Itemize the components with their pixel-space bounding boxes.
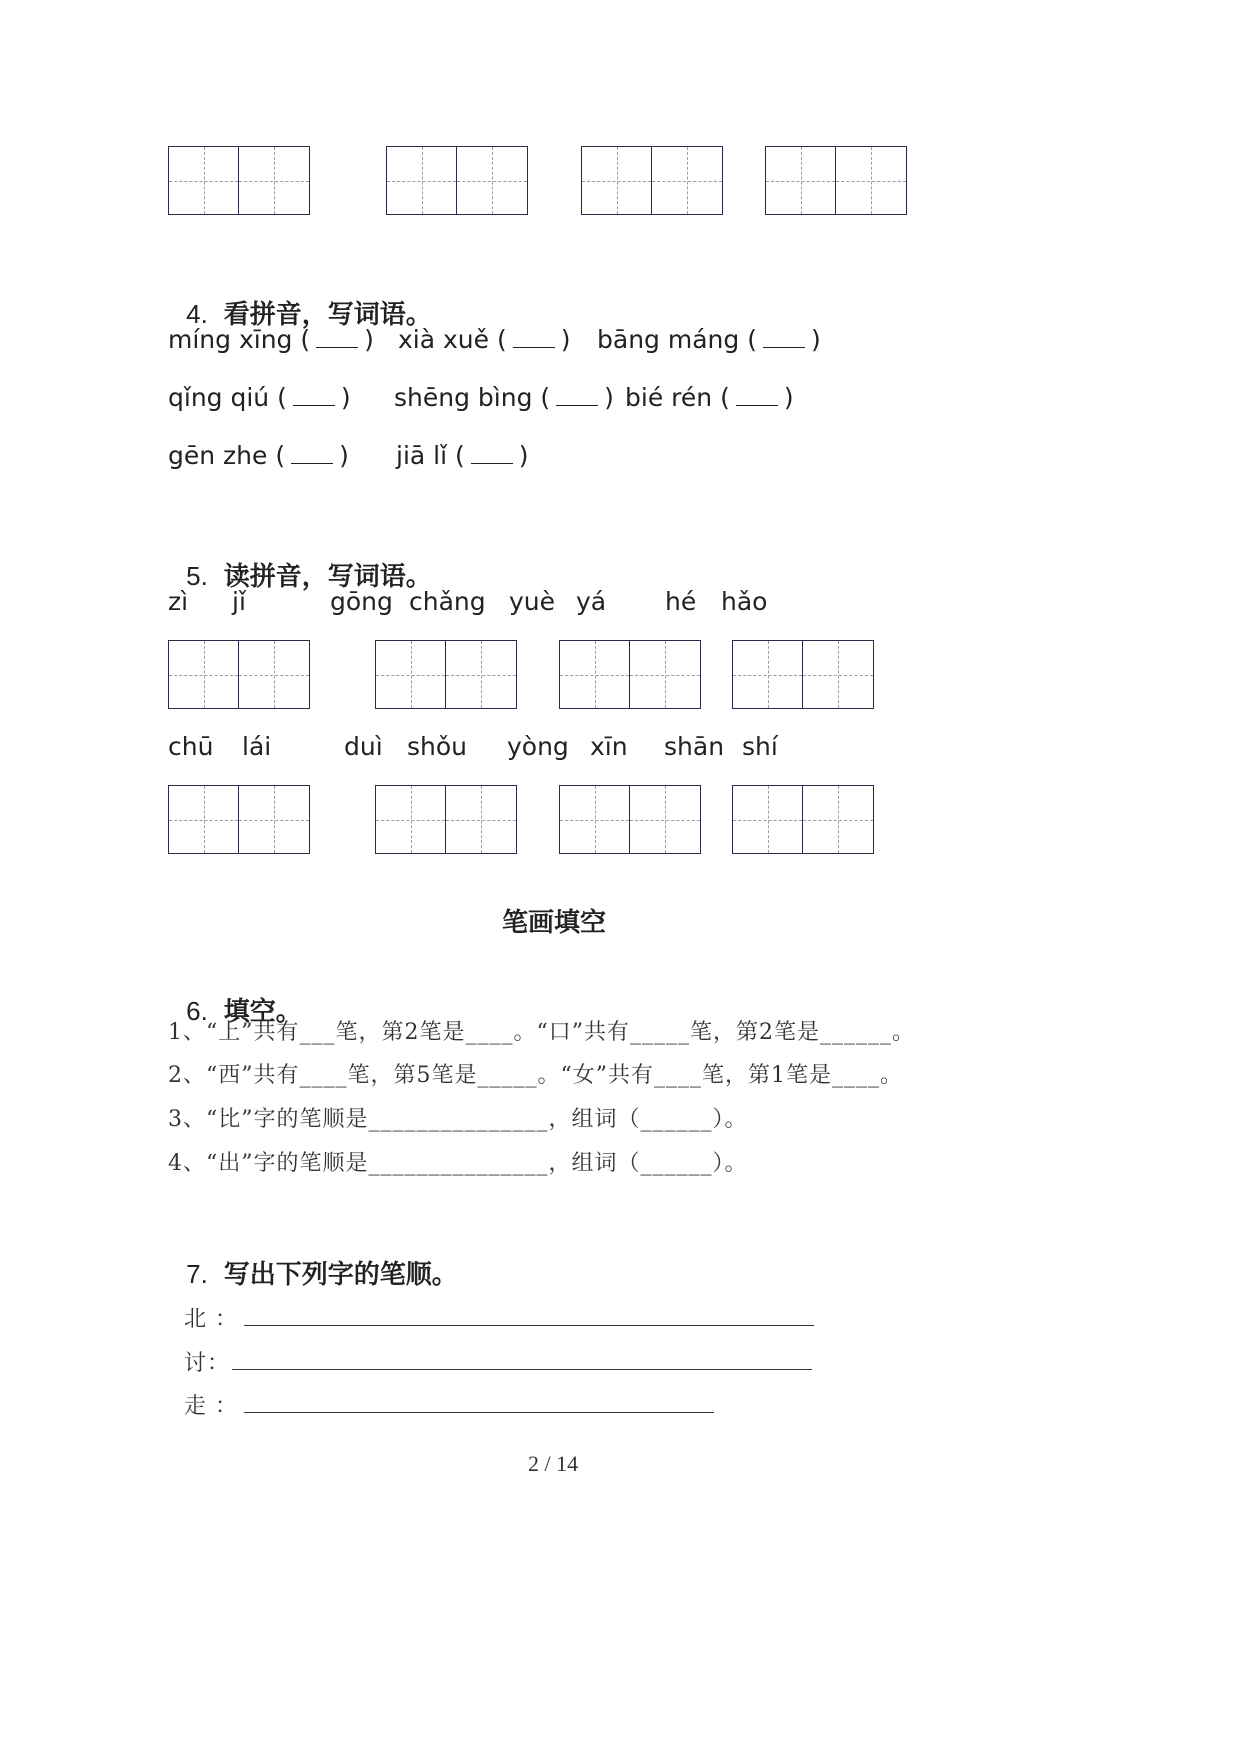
q6-line-1[interactable]: 1、“上”共有___笔，第2笔是____。“口”共有_____笔，第2笔是______。 bbox=[168, 1020, 915, 1045]
q7-label: 讨： bbox=[184, 1351, 231, 1376]
q5-pinyin: lái bbox=[242, 732, 272, 761]
q7-label: 走 ： bbox=[184, 1394, 238, 1419]
q5-pinyin: chǎng bbox=[409, 587, 486, 616]
grid-q5-3[interactable] bbox=[559, 640, 701, 709]
grid-top-2[interactable] bbox=[386, 146, 528, 215]
q5-pinyin: duì bbox=[344, 732, 383, 761]
q6-number: 6. bbox=[186, 996, 208, 1026]
q4-number: 4. bbox=[186, 299, 208, 329]
page-number: 2 / 14 bbox=[528, 1451, 579, 1476]
q4-item-5[interactable]: shēng bìng ( ) bbox=[394, 383, 614, 412]
grid-q5-8[interactable] bbox=[732, 785, 874, 854]
answer-line[interactable] bbox=[244, 1392, 714, 1413]
q6-title: 填空。 bbox=[223, 997, 302, 1027]
q5-pinyin: jǐ bbox=[232, 587, 246, 616]
q5-pinyin: shān bbox=[664, 732, 725, 761]
q5-pinyin: yá bbox=[576, 587, 607, 616]
q7-title: 写出下列字的笔顺。 bbox=[223, 1260, 458, 1290]
q4-item-3[interactable]: bāng máng ( ) bbox=[597, 325, 821, 354]
q6-line-2[interactable]: 2、“西”共有____笔，第5笔是_____。“女”共有____笔，第1笔是____。 bbox=[168, 1063, 903, 1088]
q6-line-4[interactable]: 4、“出”字的笔顺是_______________，组词（______）。 bbox=[168, 1151, 748, 1176]
q4-item-7[interactable]: gēn zhe ( ) bbox=[168, 441, 349, 470]
grid-q5-6[interactable] bbox=[375, 785, 517, 854]
section-title: 笔画填空 bbox=[502, 908, 607, 938]
grid-q5-1[interactable] bbox=[168, 640, 310, 709]
q7-row-3[interactable] bbox=[168, 1364, 714, 1420]
grid-top-3[interactable] bbox=[581, 146, 723, 215]
q7-label: 北 ： bbox=[184, 1307, 238, 1332]
q5-heading bbox=[168, 526, 432, 593]
q5-pinyin: shí bbox=[742, 732, 778, 761]
q4-heading bbox=[168, 264, 432, 331]
grid-q5-7[interactable] bbox=[559, 785, 701, 854]
grid-q5-4[interactable] bbox=[732, 640, 874, 709]
q5-pinyin: shǒu bbox=[407, 732, 468, 761]
q5-pinyin: hǎo bbox=[721, 587, 768, 616]
q4-item-2[interactable]: xià xuě ( ) bbox=[398, 325, 571, 354]
q5-pinyin: yuè bbox=[509, 587, 556, 616]
q5-number: 5. bbox=[186, 561, 208, 591]
q6-line-3[interactable]: 3、“比”字的笔顺是_______________，组词（______）。 bbox=[168, 1107, 748, 1132]
q4-item-8[interactable]: jiā lǐ ( ) bbox=[396, 441, 529, 470]
grid-top-4[interactable] bbox=[765, 146, 907, 215]
q4-item-6[interactable]: bié rén ( ) bbox=[625, 383, 794, 412]
grid-q5-5[interactable] bbox=[168, 785, 310, 854]
q4-item-4[interactable]: qǐng qiú ( ) bbox=[168, 383, 351, 412]
q5-pinyin: hé bbox=[665, 587, 697, 616]
grid-top-1[interactable] bbox=[168, 146, 310, 215]
q5-pinyin: chū bbox=[168, 732, 214, 761]
q5-pinyin: gōng bbox=[330, 587, 393, 616]
q7-number: 7. bbox=[186, 1259, 208, 1289]
q5-pinyin: zì bbox=[168, 587, 189, 616]
q5-pinyin: yòng bbox=[507, 732, 569, 761]
q5-pinyin: xīn bbox=[590, 732, 628, 761]
q5-title: 读拼音，写词语。 bbox=[223, 562, 432, 592]
q4-title: 看拼音，写词语。 bbox=[223, 300, 432, 330]
grid-q5-2[interactable] bbox=[375, 640, 517, 709]
q4-item-1[interactable]: míng xīng ( ) bbox=[168, 325, 374, 354]
